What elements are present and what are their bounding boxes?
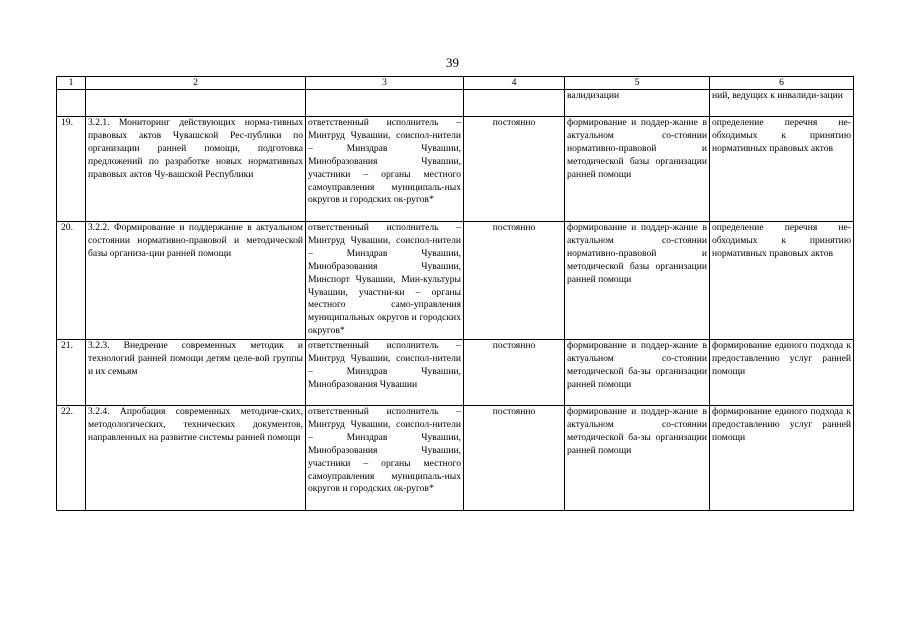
row-number-cell: 20. xyxy=(57,222,86,340)
table-row xyxy=(57,406,854,511)
measure-name-cell: 3.2.3. Внедрение современных методик и технологий ранней помощи детям целе-вой группы и их семьям xyxy=(86,340,306,406)
deadline-cell: постоянно xyxy=(464,406,565,511)
row-number-cell: 19. xyxy=(57,117,86,222)
target-link-cell: формирование единого подхода к предоставлению услуг ранней помощи xyxy=(710,340,854,406)
column-number-header: 4 xyxy=(464,77,565,90)
executors-cell: ответственный исполнитель – Минтруд Чувашии, соиспол-нители – Минздрав Чувашии, Минобразования Чувашии, участники – органы местного самоуправления муниципаль-ных округов и городских ок-ругов* xyxy=(306,406,464,511)
expected-result-cell: формирование и поддер-жание в актуальном со-стоянии нормативно-правовой и методической базы организации ранней помощи xyxy=(565,117,710,222)
column-number-header-row xyxy=(57,77,854,90)
expected-result-cell: валидизации xyxy=(565,90,710,117)
executors-cell: ответственный исполнитель – Минтруд Чувашии, соиспол-нители – Минздрав Чувашии, Минобразования Чувашии, участники – органы местного самоуправления муниципаль-ных округов и городских ок-ругов* xyxy=(306,117,464,222)
expected-result-cell: формирование и поддер-жание в актуальном со-стоянии методической ба-зы организации ранней помощи xyxy=(565,340,710,406)
expected-result-cell: формирование и поддер-жание в актуальном со-стоянии нормативно-правовой и методической базы организации ранней помощи xyxy=(565,222,710,340)
column-number-header: 3 xyxy=(306,77,464,90)
target-link-cell: формирование единого подхода к предоставлению услуг ранней помощи xyxy=(710,406,854,511)
expected-result-cell: формирование и поддер-жание в актуальном со-стоянии методической ба-зы организации ранней помощи xyxy=(565,406,710,511)
target-link-cell: определение перечня не-обходимых к принятию нормативных правовых актов xyxy=(710,222,854,340)
measure-name-cell xyxy=(86,90,306,117)
deadline-cell: постоянно xyxy=(464,340,565,406)
measure-name-cell: 3.2.1. Мониторинг действующих норма-тивных правовых актов Чувашской Рес-публики по организации ранней помощи, подготовка предложений по разработке новых нормативных правовых актов Чу-вашской Республики xyxy=(86,117,306,222)
column-number-header: 5 xyxy=(565,77,710,90)
target-link-cell: определение перечня не-обходимых к принятию нормативных правовых актов xyxy=(710,117,854,222)
row-number-cell: 21. xyxy=(57,340,86,406)
executors-cell xyxy=(306,90,464,117)
executors-cell: ответственный исполнитель – Минтруд Чувашии, соиспол-нители – Минздрав Чувашии, Минобразования Чувашии, Минспорт Чувашии, Мин-культуры Чувашии, участни-ки – органы местного само-управления муниципальных округов и городских округов* xyxy=(306,222,464,340)
deadline-cell xyxy=(464,90,565,117)
measures-table xyxy=(56,76,854,511)
table-row xyxy=(57,117,854,222)
measure-name-cell: 3.2.2. Формирование и поддержание в актуальном состоянии нормативно-правовой и методической базы организа-ции ранней помощи xyxy=(86,222,306,340)
page-number: 39 xyxy=(446,55,459,70)
executors-cell: ответственный исполнитель – Минтруд Чувашии, соиспол-нители – Минздрав Чувашии, Минобразования Чувашии xyxy=(306,340,464,406)
row-number-cell: 22. xyxy=(57,406,86,511)
measure-name-cell: 3.2.4. Апробация современных методиче-ских, методологических, технических документов, направленных на развитие системы ранней помощи xyxy=(86,406,306,511)
deadline-cell: постоянно xyxy=(464,222,565,340)
table-row xyxy=(57,340,854,406)
deadline-cell: постоянно xyxy=(464,117,565,222)
column-number-header: 1 xyxy=(57,77,86,90)
target-link-cell: ний, ведущих к инвалиди-зации xyxy=(710,90,854,117)
table-row xyxy=(57,222,854,340)
row-number-cell xyxy=(57,90,86,117)
table-row xyxy=(57,90,854,117)
column-number-header: 6 xyxy=(710,77,854,90)
column-number-header: 2 xyxy=(86,77,306,90)
